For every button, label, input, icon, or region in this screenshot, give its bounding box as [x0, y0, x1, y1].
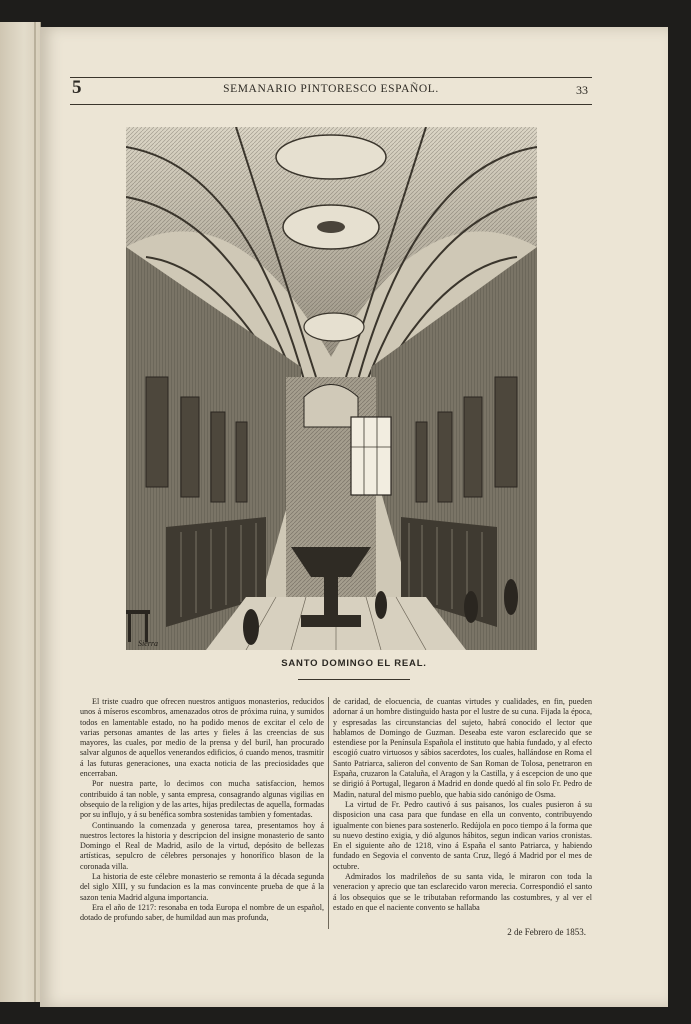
illustration-caption: SANTO DOMINGO EL REAL.	[281, 658, 427, 669]
paragraph: Admirados los madrileños de su santa vida, le miraron con toda la veneracion y aprecio que tan esclarecido varon merecia. Correspondió el santo á los obsequios que se le tributaban reformando las costumbres, y al ver el estado en que el naciente convento se hallaba	[333, 872, 592, 912]
column-divider	[328, 697, 329, 929]
publication-title: SEMANARIO PINTORESCO ESPAÑOL.	[223, 83, 439, 95]
paragraph: Continuando la comenzada y generosa tarea, presentamos hoy á nuestros lectores la historia y descripcion del insigne monasterio de santo Domingo el Real de Madrid, asilo de la virtud, depósito de bellezas artísticas, sepulcro de célebres personajes y honorífico blason de la coronada villa.	[80, 820, 324, 871]
text-column-right	[333, 697, 592, 913]
church-interior-engraving	[126, 127, 537, 650]
left-page-edge	[0, 22, 41, 1002]
text-column-left	[80, 697, 324, 924]
page-gutter	[34, 22, 36, 1002]
paragraph: Era el año de 1217: resonaba en toda Europa el nombre de un español, dotado de profundo saber, de humildad aun mas profunda,	[80, 902, 324, 923]
page-number: 33	[576, 83, 588, 97]
newspaper-page	[40, 27, 668, 1007]
paragraph: Por nuestra parte, lo decimos con mucha satisfaccion, hemos contribuido á tan noble, y santa empresa, consagrando algunas vigilias en obsequio de la religion y de las artes, hijas predilectas de aquella, formadas por su influjo, y á su benéfica sombra sostenidas tambien y fomentadas.	[80, 779, 324, 820]
paragraph: La virtud de Fr. Pedro cautivó á sus paisanos, los cuales pusieron á su disposicion una casa para que fundase en ella un convento, contribuyendo igualmente con bienes para sostenerlo. Redújola en poco tiempo á la forma que su nuevo destino exigia, y dió algunos hábitos, segun indican varios cronistas. En el siguiente año de 1218, vino á España el santo Patriarca, y habiendo fundado en Segovia el convento de santa Cruz, llegó á Madrid por el mes de octubre.	[333, 799, 592, 871]
artist-signature: Sierra	[138, 639, 158, 648]
engraving-illustration	[126, 127, 537, 650]
caption-rule	[298, 679, 410, 680]
paragraph: La historia de este célebre monasterio se remonta á la década segunda del siglo XIII, y su fundacion es la mas convincente prueba de que á la sazon tenia Madrid alguna importancia.	[80, 872, 324, 902]
paragraph: de caridad, de elocuencia, de cuantas virtudes y cualidades, en fin, pueden adornar á un hombre distinguido hasta por el lustre de su cuna. Fijada la época, y espresadas las circunstancias del sujeto, habrá conocido el lector que hablamos de Domingo de Guzman. Deseaba este varon esclarecido que se estendiese por la Península Española el instituto que habia fundado, y al efecto escogió cuatro virtuosos y sábios sacerdotes, los cuales, hallándose en Roma el Santo Patriarca, salieron del convento de San Roman de Tolosa, penetraron en España, cruzaron la Cataluña, el Aragon y la Castilla, y á escepcion de uno que se dirigió á Portugal, llegaron á Madrid en donde quedó al fin solo Fr. Pedro de Madin, natural del mismo pueblo, que habia sido canónigo de Osma.	[333, 697, 592, 799]
paragraph: El triste cuadro que ofrecen nuestros antiguos monasterios, reducidos unos á míseros escombros, amenazados otros de próxima ruina, y sumidos todos en lamentable estado, no ha podido menos de excitar el celo de varias personas amantes de las artes y fieles á las creencias de sus mayores, las cuales, por medio de la prensa y del buril, han procurado salvar algunos de aquellos venerandos edificios, ó cuando menos, trasmitir á las futuras generaciones, una exacta noticia de las preciosidades que encerraban.	[80, 697, 324, 779]
issue-number: 5	[72, 77, 82, 98]
page-header	[70, 77, 592, 105]
issue-date: 2 de Febrero de 1853.	[507, 927, 586, 937]
